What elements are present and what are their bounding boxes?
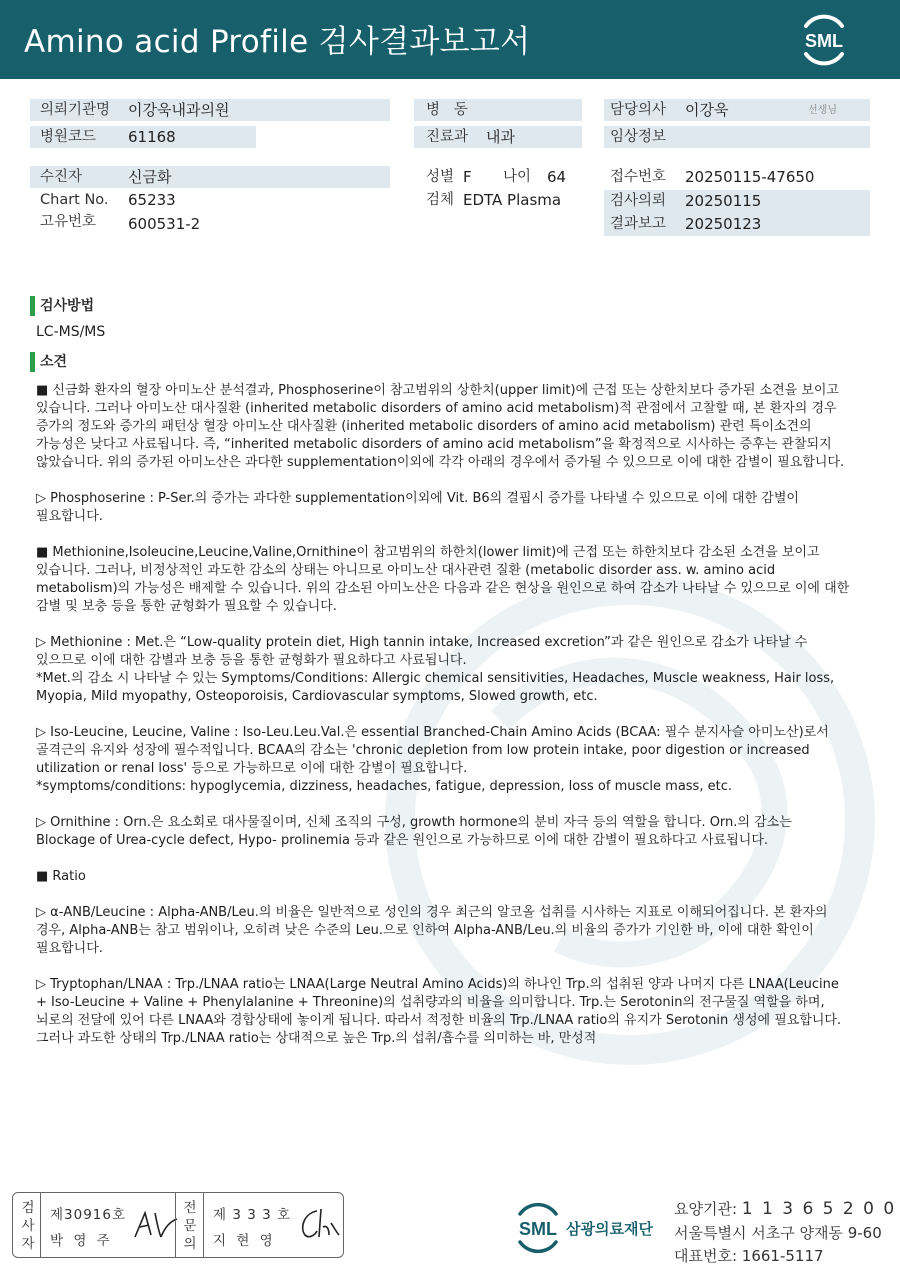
svg-text:SML: SML: [805, 31, 843, 51]
tester-license: 제30916호: [50, 1207, 127, 1223]
unique-no-value: 600531-2: [128, 215, 201, 233]
hospital-code-label: 병원코드: [40, 129, 97, 145]
specialist-license: 제 3 3 3 호: [213, 1207, 292, 1223]
receipt-no-value: 20250115-47650: [685, 168, 815, 186]
tester-name: 박 영 주: [50, 1233, 113, 1249]
finding-paragraph: ■ Methionine,Isoleucine,Leucine,Valine,Ornithine이 참고범위의 하한치(lower limit)에 근접 또는 하한치보다 감소된 소견을 보이고 있습니다. 그러나, 비정상적인 과도한 감소의 상태는 아니므로 아미노산 대사관련 질환 (metabolic disorder ass. w. amino acid metabolism)의 가능성은 배제할 수 있습니다. 위의 감소된 아미노산은 다음과 같은 현상을 원인으로 하여 감소가 나타날 수 있으므로 이에 대한 감별 및 보충 등을 통한 균형화가 필요할 수 있습니다.: [36, 545, 850, 614]
patient-label: 수진자: [40, 169, 83, 185]
sml-footer-logo-icon: [510, 1200, 566, 1256]
signature-box: [12, 1192, 344, 1258]
chart-no-label: Chart No.: [40, 192, 109, 208]
care-institution-label: 요양기관:: [674, 1200, 738, 1218]
report-header: [0, 0, 900, 79]
tester-label: 검 사 자: [21, 1200, 35, 1252]
finding-paragraph: ▷ Ornithine : Orn.은 요소회로 대사물질이며, 신체 조직의 구성, growth hormone의 분비 자극 등의 역할을 합니다. Orn.의 감소는 Blockage of Urea-cycle defect, Hypo- prolinemia 등과 같은 원인으로 가능하므로 이에 대한 감별이 필요하다고 사료됩니다.: [36, 815, 792, 848]
department-label: 진료과: [426, 129, 469, 145]
institution-value: 이강욱내과의원: [128, 101, 230, 119]
clinical-info-label: 임상정보: [610, 129, 667, 145]
request-date-value: 20250115: [685, 192, 762, 210]
report-date-label: 결과보고: [610, 216, 667, 232]
footer-address: 서울특별시 서초구 양재동 9-60: [674, 1224, 882, 1242]
report-date-value: 20250123: [685, 215, 762, 233]
sml-logo-icon: [796, 12, 852, 68]
specimen-label: 검체: [426, 192, 455, 208]
finding-paragraph: ▷ Phosphoserine : P-Ser.의 증가는 과다한 supplementation이외에 Vit. B6의 결핍시 증가를 나타낼 수 있으므로 이에 대한 감별이 필요합니다.: [36, 491, 799, 524]
sex-label: 성별: [426, 169, 455, 185]
footer-org-name: 삼광의료재단: [566, 1220, 653, 1238]
specimen-value: EDTA Plasma: [463, 191, 562, 209]
sex-value: F: [463, 168, 472, 186]
receipt-no-label: 접수번호: [610, 169, 667, 185]
finding-paragraph: ▷ α-ANB/Leucine : Alpha-ANB/Leu.의 비율은 일반적으로 성인의 경우 최근의 알코올 섭취를 시사하는 지표로 이해되어집니다. 본 환자의 경우, Alpha-ANB는 참고 범위이나, 오히려 낮은 수준의 Leu.으로 인하여 Alpha-ANB/Leu.의 비율의 증가가 기인한 바, 이에 대한 확인이 필요합니다.: [36, 905, 828, 956]
divider: [175, 1193, 176, 1257]
finding-paragraph: ■ 신금화 환자의 혈장 아미노산 분석결과, Phosphoserine이 참고범위의 상한치(upper limit)에 근접 또는 상한치보다 증가된 소견을 보이고 있습니다. 그러나 아미노산 대사질환 (inherited metabolic disorders of amino acid metabolism)적 관점에서 고찰할 때, 본 환자의 경우 증가의 정도와 증가의 패턴상 혈장 아미노산 대사질환 (inherited metabolic disorders of amino acid metabolism) 관련 특이소견의 가능성은 낮다고 사료됩니다. 즉, “inherited metabolic disorders of amino acid metabolism”을 확정적으로 시사하는 증후는 관찰되지 않았습니다. 위의 증가된 아미노산은 과다한 supplementation이외에 각각 아래의 경우에서 증가될 수 있으므로 이에 대한 감별이 필요합니다.: [36, 383, 845, 470]
phone-label: 대표번호:: [674, 1247, 738, 1265]
specialist-name: 지 현 영: [213, 1233, 276, 1249]
patient-value: 신금화: [128, 168, 172, 186]
method-section-title: 검사방법: [30, 296, 94, 316]
unique-no-label: 고유번호: [40, 214, 97, 230]
finding-paragraph: ▷ Tryptophan/LNAA : Trp./LNAA ratio는 LNAA(Large Neutral Amino Acids)의 하나인 Trp.의 섭취된 양과 나머지 다른 LNAA(Leucine + Iso-Leucine + Valine + Phenylalanine + Threonine)의 섭취량과의 비율을 의미합니다. Trp.는 Serotonin의 전구물질 역할을 하며, 뇌로의 전달에 있어 다른 LNAA와 경합상태에 놓이게 됩니다. 따라서 적정한 비율의 Trp./LNAA ratio의 유지가 Serotonin 생성에 필요합니다. 그러나 과도한 상태의 Trp./LNAA ratio는 상대적으로 높은 Trp.의 섭취/흡수를 의미하는 바, 만성적: [36, 977, 842, 1046]
footer-phone: [674, 1245, 824, 1266]
findings-section-title: 소견: [30, 352, 67, 372]
specialist-signature: [295, 1205, 341, 1243]
tester-signature: [131, 1207, 179, 1243]
specialist-label: 전 문 의: [183, 1200, 197, 1252]
care-institution-no: 1 1 3 6 5 2 0 0: [741, 1199, 897, 1219]
doctor-value: 이강욱: [685, 101, 729, 119]
finding-paragraph: ▷ Methionine : Met.은 “Low-quality protein diet, High tannin intake, Increased excretion”과 같은 원인으로 감소가 나타날 수 있으므로 이에 대한 감별과 보충 등을 통한 균형화가 필요하다고 사료됩니다. *Met.의 감소 시 나타날 수 있는 Symptoms/Conditions: Allergic chemical sensitivities, Headaches, Muscle weakness, Hair loss, Myopia, Mild myopathy, Osteoporoisis, Cardiovascular symptoms, Slowed growth, etc.: [36, 635, 835, 704]
report-title: Amino acid Profile 검사결과보고서: [24, 24, 531, 60]
finding-paragraph: ■ Ratio: [36, 869, 86, 884]
care-institution: [674, 1198, 896, 1219]
hospital-code-value: 61168: [128, 128, 176, 146]
divider: [40, 1193, 41, 1257]
method-value: LC-MS/MS: [36, 324, 106, 340]
doctor-label: 담당의사: [610, 102, 667, 118]
findings-body: [36, 382, 852, 1048]
phone-value: 1661-5117: [741, 1247, 824, 1265]
svg-text:SML: SML: [519, 1219, 557, 1239]
chart-no-value: 65233: [128, 191, 176, 209]
age-label: 나이: [503, 169, 532, 185]
institution-label: 의뢰기관명: [40, 102, 111, 118]
finding-paragraph: ▷ Iso-Leucine, Leucine, Valine : Iso-Leu.Leu.Val.은 essential Branched-Chain Amino Acids (BCAA: 필수 분지사슬 아미노산)로서 골격근의 유지와 성장에 필수적입니다. BCAA의 감소는 'chronic depletion from low protein intake, poor digestion or increased utilization or renal loss' 등으로 가능하므로 이에 대한 감별이 필요합니다. *symptoms/conditions: hypoglycemia, dizziness, headaches, fatigue, depression, loss of muscle mass, etc.: [36, 725, 829, 794]
age-value: 64: [547, 168, 567, 186]
doctor-suffix: 선생님: [808, 105, 837, 116]
request-date-label: 검사의뢰: [610, 193, 667, 209]
department-value: 내과: [486, 128, 515, 146]
ward-label: 병 동: [426, 102, 468, 118]
divider: [203, 1193, 204, 1257]
patient-row-bg: [30, 166, 390, 188]
